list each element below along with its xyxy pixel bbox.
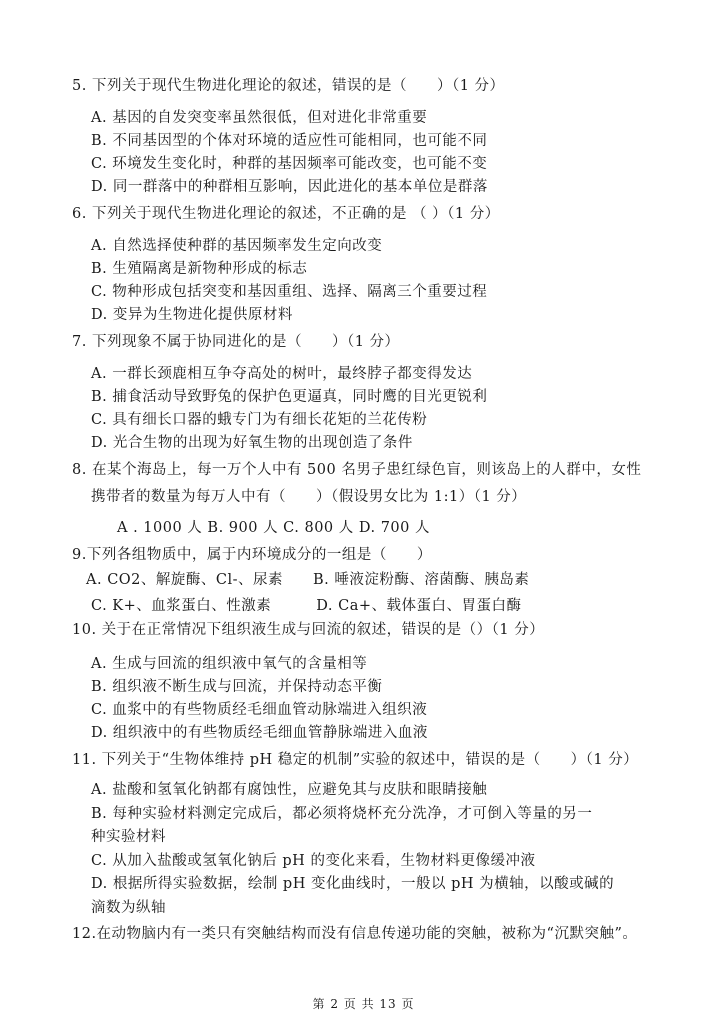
- question-6-option-c: C. 物种形成包括突变和基因重组、选择、隔离三个重要过程: [91, 284, 488, 300]
- question-10-option-d: D. 组织液中的有些物质经毛细血管静脉端进入血液: [91, 725, 428, 741]
- question-6-option-d: D. 变异为生物进化提供原材料: [91, 307, 293, 323]
- question-7-option-a: A. 一群长颈鹿相互争夺高处的树叶，最终脖子都变得发达: [91, 366, 473, 382]
- question-8-stem-continued: 携带者的数量为每万人中有（ ）（假设男女比为 1:1）（1 分）: [91, 489, 527, 505]
- page-number-footer: 第 2 页 共 13 页: [312, 997, 415, 1011]
- question-11-option-a: A. 盐酸和氢氧化钠都有腐蚀性，应避免其与皮肤和眼睛接触: [91, 782, 488, 798]
- question-9-stem: 9.下列各组物质中，属于内环境成分的一组是（ ）: [72, 547, 432, 563]
- question-6-option-b: B. 生殖隔离是新物种形成的标志: [91, 261, 308, 277]
- question-9-options-ab: A. CO2、解旋酶、Cl-、尿素 B. 唾液淀粉酶、溶菌酶、胰岛素: [86, 572, 530, 588]
- question-10-option-c: C. 血浆中的有些物质经毛细血管动脉端进入组织液: [91, 702, 428, 718]
- question-11-option-b: B. 每种实验材料测定完成后，都必须将烧杯充分洗净，才可倒入等量的另一: [91, 806, 593, 822]
- question-11-option-b-continued: 种实验材料: [91, 829, 166, 845]
- question-10-option-a: A. 生成与回流的组织液中氧气的含量相等: [91, 656, 368, 672]
- question-8-stem: 8. 在某个海岛上，每一万个人中有 500 名男子患红绿色盲，则该岛上的人群中，女性: [72, 462, 642, 478]
- question-7-option-b: B. 捕食活动导致野兔的保护色更逼真，同时鹰的目光更锐利: [91, 389, 488, 405]
- question-11-option-d: D. 根据所得实验数据，绘制 pH 变化曲线时，一般以 pH 为横轴，以酸或碱的: [91, 876, 615, 892]
- question-7-option-c: C. 具有细长口器的蛾专门为有细长花矩的兰花传粉: [91, 412, 428, 428]
- question-10-stem: 10. 关于在正常情况下组织液生成与回流的叙述，错误的是（）（1 分）: [72, 622, 545, 638]
- question-8-options: A . 1000 人 B. 900 人 C. 800 人 D. 700 人: [117, 520, 430, 536]
- question-5-option-a: A. 基因的自发突变率虽然很低，但对进化非常重要: [91, 110, 428, 126]
- question-11-option-c: C. 从加入盐酸或氢氧化钠后 pH 的变化来看，生物材料更像缓冲液: [91, 853, 536, 869]
- question-10-option-b: B. 组织液不断生成与回流，并保持动态平衡: [91, 679, 383, 695]
- question-7-option-d: D. 光合生物的出现为好氧生物的出现创造了条件: [91, 435, 413, 451]
- question-5-option-b: B. 不同基因型的个体对环境的适应性可能相同，也可能不同: [91, 133, 488, 149]
- question-5-option-d: D. 同一群落中的种群相互影响，因此进化的基本单位是群落: [91, 179, 488, 195]
- question-9-options-cd: C. K+、血浆蛋白、性激素 D. Ca+、载体蛋白、胃蛋白酶: [91, 598, 522, 614]
- question-5-stem: 5. 下列关于现代生物进化理论的叙述，错误的是（ ）（1 分）: [72, 78, 505, 94]
- question-12-stem: 12.在动物脑内有一类只有突触结构而没有信息传递功能的突触，被称为“沉默突触”。: [72, 926, 638, 942]
- question-6-option-a: A. 自然选择使种群的基因频率发生定向改变: [91, 238, 383, 254]
- question-5-option-c: C. 环境发生变化时，种群的基因频率可能改变，也可能不变: [91, 156, 488, 172]
- question-11-option-d-continued: 滴数为纵轴: [91, 900, 166, 916]
- question-11-stem: 11. 下列关于“生物体维持 pH 稳定的机制”实验的叙述中，错误的是（ ）（1 分）: [72, 752, 639, 768]
- question-6-stem: 6. 下列关于现代生物进化理论的叙述，不正确的是 （ ）（1 分）: [72, 206, 500, 222]
- question-7-stem: 7. 下列现象不属于协同进化的是（ ）（1 分）: [72, 334, 400, 350]
